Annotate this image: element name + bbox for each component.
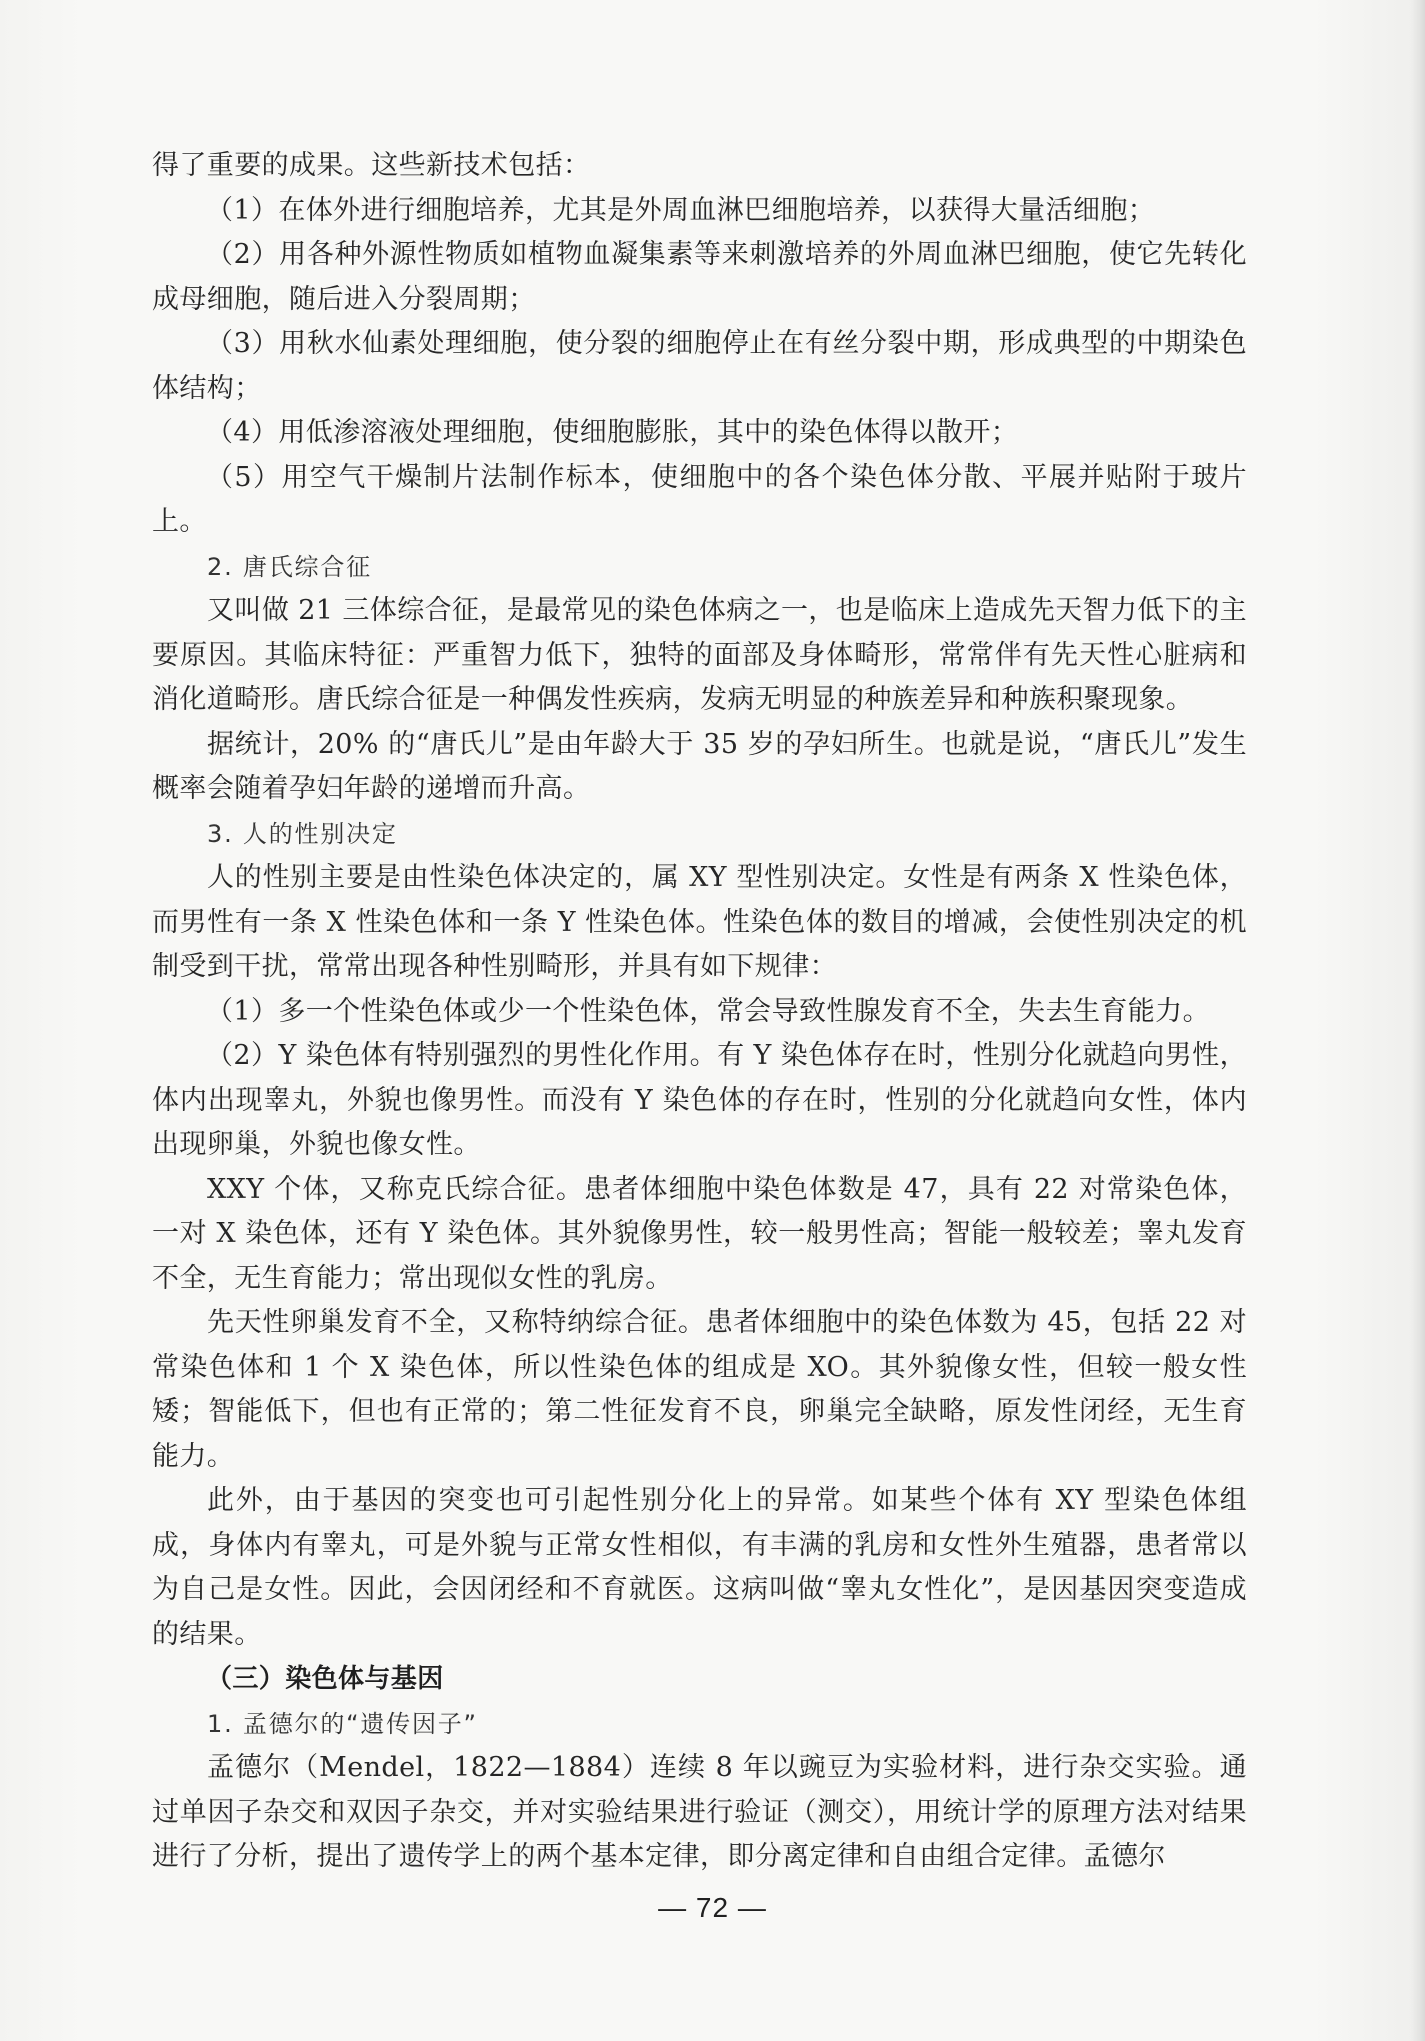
paragraph-sex-determination: 人的性别主要是由性染色体决定的，属 XY 型性别决定。女性是有两条 X 性染色体，而男性有一条 X 性染色体和一条 Y 性染色体。性染色体的数目的增减，会使性别决定的机制受到干扰，常常出现各种性别畸形，并具有如下规律： — [152, 862, 1247, 982]
section-heading-mendel: 1. 孟德尔的“遗传因子” — [207, 1709, 478, 1738]
section-heading-down-syndrome: 2. 唐氏综合征 — [207, 552, 372, 581]
paragraph-klinefelter: XXY 个体，又称克氏综合征。患者体细胞中染色体数是 47，具有 22 对常染色体，一对 X 染色体，还有 Y 染色体。其外貌像男性，较一般男性高；智能一般较差；睾丸发育不全，无生育能力；常出现似女性的乳房。 — [152, 1173, 1247, 1294]
paragraph-mendel: 孟德尔（Mendel，1822—1884）连续 8 年以豌豆为实验材料，进行杂交实验。通过单因子杂交和双因子杂交，并对实验结果进行验证（测交），用统计学的原理方法对结果进行了分析，提出了遗传学上的两个基本定律，即分离定律和自由组合定律。孟德尔 — [152, 1752, 1247, 1872]
section-heading-sex-determination: 3. 人的性别决定 — [207, 819, 398, 848]
paragraph-turner: 先天性卵巢发育不全，又称特纳综合征。患者体细胞中的染色体数为 45，包括 22 对常染色体和 1 个 X 染色体，所以性染色体的组成是 XO。其外貌像女性，但较一般女性矮；智能低下，但也有正常的；第二性征发育不良，卵巢完全缺略，原发性闭经，无生育能力。 — [152, 1307, 1247, 1472]
paragraph-continued: 得了重要的成果。这些新技术包括： — [152, 150, 591, 181]
list-item-5: （5）用空气干燥制片法制作标本，使细胞中的各个染色体分散、平展并贴附于玻片上。 — [152, 461, 1247, 537]
document-body — [152, 144, 1247, 1880]
rule-item-2: （2）Y 染色体有特别强烈的男性化作用。有 Y 染色体存在时，性别分化就趋向男性，体内出现睾丸，外貌也像男性。而没有 Y 染色体的存在时，性别的分化就趋向女性，体内出现卵巢，外貌也像女性。 — [152, 1040, 1247, 1160]
page-edge-shadow — [1411, 0, 1425, 2041]
rule-item-1: （1）多一个性染色体或少一个性染色体，常会导致性腺发育不全，失去生育能力。 — [206, 995, 1210, 1027]
list-item-3: （3）用秋水仙素处理细胞，使分裂的细胞停止在有丝分裂中期，形成典型的中期染色体结构； — [152, 328, 1247, 404]
paragraph-statistics: 据统计，20% 的“唐氏儿”是由年龄大于 35 岁的孕妇所生。也就是说，“唐氏儿”发生概率会随着孕妇年龄的递增而升高。 — [152, 728, 1247, 804]
paragraph-gene-mutation: 此外，由于基因的突变也可引起性别分化上的异常。如某些个体有 XY 型染色体组成，身体内有睾丸，可是外貌与正常女性相似，有丰满的乳房和女性外生殖器，患者常以为自己是女性。因此，会因闭经和不育就医。这病叫做“睾丸女性化”，是因基因突变造成的结果。 — [152, 1485, 1247, 1650]
list-item-1: （1）在体外进行细胞培养，尤其是外周血淋巴细胞培养，以获得大量活细胞； — [206, 194, 1156, 226]
list-item-2: （2）用各种外源性物质如植物血凝集素等来刺激培养的外周血淋巴细胞，使它先转化成母细胞，随后进入分裂周期； — [152, 239, 1247, 315]
paragraph-down-syndrome: 又叫做 21 三体综合征，是最常见的染色体病之一，也是临床上造成先天智力低下的主要原因。其临床特征：严重智力低下，独特的面部及身体畸形，常常伴有先天性心脏病和消化道畸形。唐氏综合征是一种偶发性疾病，发病无明显的种族差异和种族积聚现象。 — [152, 595, 1247, 715]
section-heading-chromosome-gene: （三）染色体与基因 — [206, 1664, 444, 1694]
page-number: — 72 — — [658, 1892, 767, 1923]
list-item-4: （4）用低渗溶液处理细胞，使细胞膨胀，其中的染色体得以散开； — [206, 417, 1019, 448]
